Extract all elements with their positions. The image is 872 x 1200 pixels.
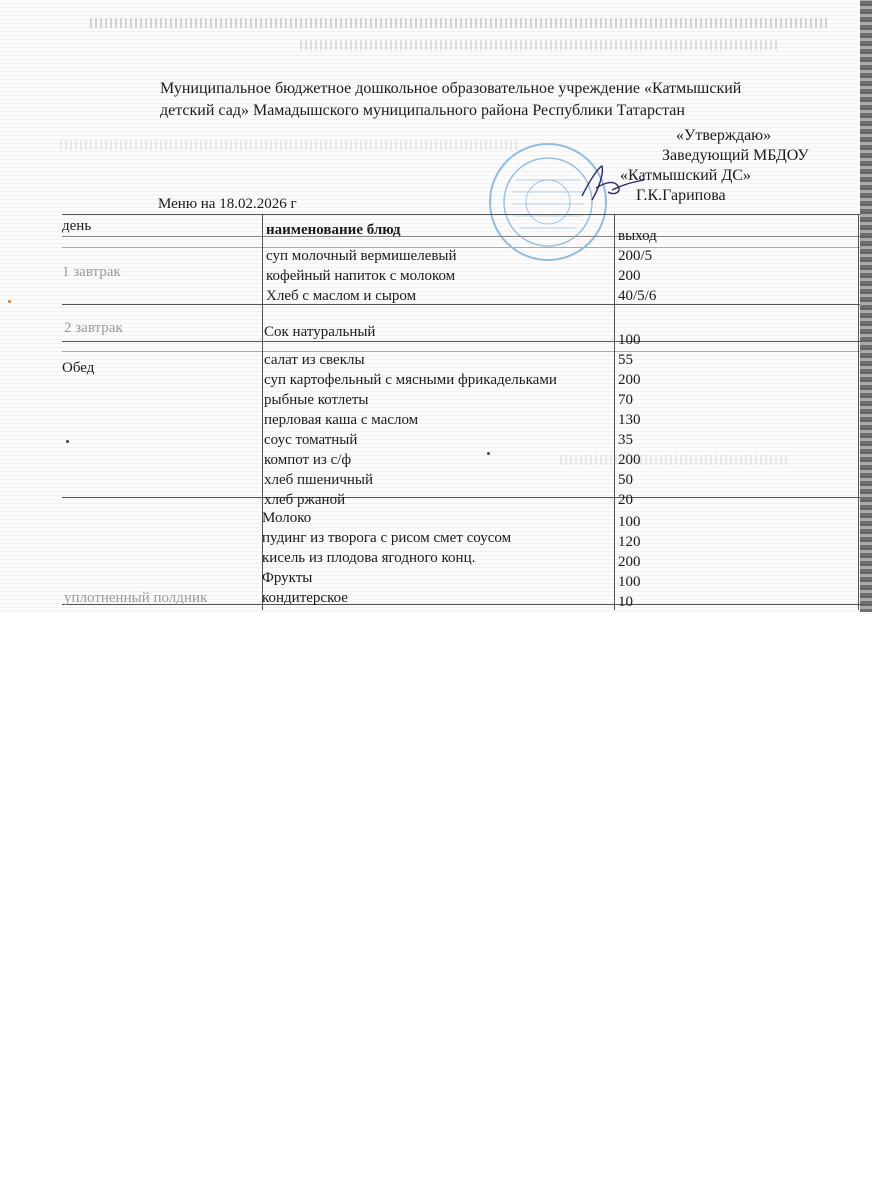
- menu-date: Меню на 18.02.2026 г: [158, 196, 297, 212]
- list-item: 200: [618, 554, 641, 570]
- list-item: 70: [618, 392, 633, 408]
- organization-name: Муниципальное бюджетное дошкольное образовательное учреждение «Катмышский детский сад» Мамадышского муниципального района Республики Татарстан: [160, 80, 742, 119]
- header-day: день: [62, 218, 92, 234]
- meal-dishes: [264, 322, 375, 342]
- list-item: Хлеб с маслом и сыром: [266, 288, 417, 304]
- list-item: 120: [618, 534, 641, 550]
- approval-line: «Катмышский ДС»: [620, 167, 751, 184]
- meal-dishes: [264, 350, 557, 510]
- table-border: [62, 236, 860, 237]
- list-item: 50: [618, 472, 633, 488]
- list-item: хлеб пшеничный: [264, 472, 373, 488]
- scan-speck: [8, 300, 11, 303]
- meal-outputs: [618, 246, 656, 306]
- list-item: 100: [618, 332, 641, 348]
- list-item: суп картофельный с мясными фрикадельками: [264, 372, 557, 388]
- scan-noise: [300, 40, 780, 50]
- list-item: 200: [618, 372, 641, 388]
- approval-line: Г.К.Гарипова: [636, 187, 726, 204]
- list-item: хлеб ржаной: [264, 492, 346, 508]
- list-item: компот из с/ф: [264, 452, 352, 468]
- list-item: Фрукты: [262, 570, 313, 586]
- list-item: 55: [618, 352, 633, 368]
- meal-name: 1 завтрак: [62, 264, 121, 280]
- scan-noise: [90, 18, 830, 28]
- list-item: кофейный напиток с молоком: [266, 268, 456, 284]
- meal-outputs: [618, 330, 641, 350]
- meal-dishes: [262, 508, 511, 608]
- list-item: Сок натуральный: [264, 324, 376, 340]
- scan-edge: [860, 0, 872, 612]
- approval-line: Заведующий МБДОУ: [662, 147, 809, 164]
- list-item: 130: [618, 412, 641, 428]
- meal-name: уплотненный полдник: [64, 590, 208, 606]
- list-item: 200: [618, 452, 641, 468]
- table-border: [858, 214, 859, 610]
- meal-name: Обед: [62, 360, 95, 376]
- table-border: [614, 214, 615, 610]
- header-dish: наименование блюд: [266, 222, 401, 238]
- list-item: салат из свеклы: [264, 352, 365, 368]
- meal-outputs: [618, 350, 641, 510]
- list-item: 100: [618, 574, 641, 590]
- list-item: кондитерское: [262, 590, 348, 606]
- meal-dishes: [266, 246, 457, 306]
- table-border: [62, 341, 860, 342]
- scan-noise: [560, 455, 790, 465]
- header-output: выход: [618, 228, 657, 244]
- approval-line: «Утверждаю»: [676, 127, 772, 144]
- list-item: перловая каша с маслом: [264, 412, 419, 428]
- list-item: 40/5/6: [618, 288, 657, 304]
- list-item: рыбные котлеты: [264, 392, 369, 408]
- list-item: соус томатный: [264, 432, 358, 448]
- list-item: пудинг из творога с рисом смет соусом: [262, 530, 512, 546]
- list-item: Молоко: [262, 510, 312, 526]
- meal-outputs: [618, 512, 641, 612]
- list-item: 200/5: [618, 248, 653, 264]
- table-border: [62, 304, 860, 305]
- meal-name: 2 завтрак: [64, 320, 123, 336]
- list-item: 35: [618, 432, 633, 448]
- list-item: 10: [618, 594, 633, 610]
- scan-speck: [66, 440, 69, 443]
- list-item: 100: [618, 514, 641, 530]
- list-item: кисель из плодова ягодного конц.: [262, 550, 476, 566]
- signature: [578, 160, 648, 204]
- list-item: 200: [618, 268, 641, 284]
- table-border: [62, 247, 860, 248]
- scan-noise: [60, 140, 520, 150]
- list-item: 20: [618, 492, 633, 508]
- list-item: суп молочный вермишелевый: [266, 248, 457, 264]
- table-border: [62, 214, 860, 215]
